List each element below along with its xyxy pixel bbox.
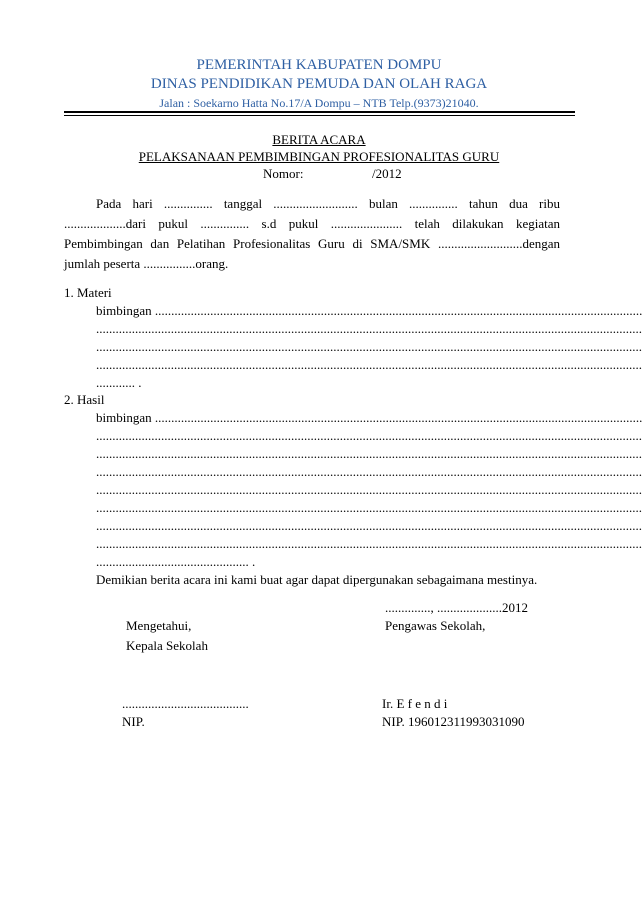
- section2-line-last: ............................................... .: [96, 554, 256, 569]
- signature-date: .............., ....................2012: [385, 600, 528, 615]
- section2-line-2: ........................................................................................................................................................................: [96, 428, 642, 443]
- title-pelaksanaan: PELAKSANAAN PEMBIMBINGAN PROFESIONALITAS GURU: [138, 149, 500, 164]
- closing-statement: Demikian berita acara ini kami buat agar dapat dipergunakan sebagaimana mestinya.: [96, 572, 538, 587]
- signature-right-nip: NIP. 196012311993031090: [382, 714, 525, 729]
- signature-left-title2: Kepala Sekolah: [126, 638, 208, 653]
- section2-line-4: ........................................................................................................................................................................: [96, 464, 642, 479]
- letterhead-line1: PEMERINTAH KABUPATEN DOMPU: [196, 57, 442, 73]
- section2-line-1: bimbingan ......................................................................................................................................................: [96, 410, 642, 425]
- intro-line-3: Pembimbingan dan Pelatihan Profesionalitas Guru di SMA/SMK ..........................dengan: [64, 236, 560, 251]
- section1-label: 1. Materi: [64, 285, 112, 300]
- signature-right-name: Ir. E f e n d i: [382, 696, 448, 711]
- letterhead-line2: DINAS PENDIDIKAN PEMUDA DAN OLAH RAGA: [150, 76, 488, 92]
- title-heading: [0, 132, 638, 148]
- letterhead-address: Jalan : Soekarno Hatta No.17/A Dompu – NTB Telp.(9373)21040.: [159, 96, 479, 110]
- nomor-label: Nomor:: [263, 166, 304, 181]
- section1-line-last: ............ .: [96, 375, 142, 390]
- letterhead-rule-thick: [64, 111, 575, 113]
- signature-left-name: .......................................: [122, 696, 249, 711]
- section2-line-5: ........................................................................................................................................................................: [96, 482, 642, 497]
- signature-left-title1: Mengetahui,: [126, 618, 192, 633]
- section1-line-1: bimbingan ......................................................................................................................................................: [96, 303, 642, 318]
- section2-line-3: ........................................................................................................................................................................: [96, 446, 642, 461]
- nomor-value: /2012: [372, 166, 402, 181]
- intro-line-2: ...................dari pukul ............... s.d pukul ...................... telah dilakukan kegiatan: [64, 216, 560, 231]
- section1-line-4: ........................................................................................................................................................................: [96, 357, 642, 372]
- letterhead-rule-thin: [64, 115, 575, 116]
- section2-line-6: ........................................................................................................................................................................: [96, 500, 642, 515]
- section1-line-2: ........................................................................................................................................................................: [96, 321, 642, 336]
- intro-line-1: Pada hari ............... tanggal .......................... bulan ............... tahun dua ribu: [96, 196, 560, 211]
- signature-right-title: Pengawas Sekolah,: [385, 618, 486, 633]
- section2-line-8: ........................................................................................................................................................................: [96, 536, 642, 551]
- section2-label: 2. Hasil: [64, 392, 105, 407]
- title-subheading: [0, 149, 638, 165]
- section2-line-7: ........................................................................................................................................................................: [96, 518, 642, 533]
- signature-left-nip: NIP.: [122, 714, 145, 729]
- section1-line-3: ........................................................................................................................................................................: [96, 339, 642, 354]
- title-berita-acara: BERITA ACARA: [272, 132, 366, 147]
- intro-line-4: jumlah peserta ................orang.: [64, 256, 229, 271]
